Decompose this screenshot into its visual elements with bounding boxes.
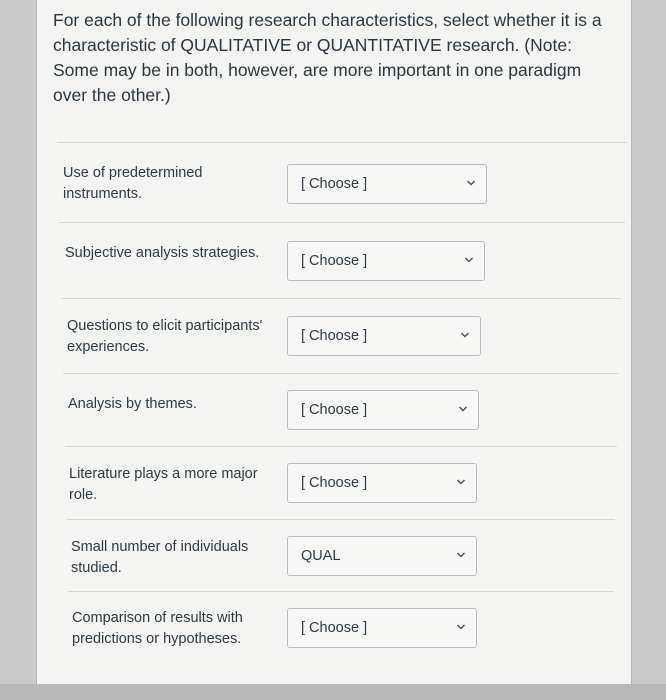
divider xyxy=(61,298,621,299)
chevron-down-icon xyxy=(456,622,466,632)
item-label-5: Literature plays a more major role. xyxy=(69,466,258,503)
divider xyxy=(57,142,627,143)
item-label-6: Small number of individuals studied. xyxy=(71,539,249,576)
select-value: [ Choose ] xyxy=(301,253,368,269)
select-value: [ Choose ] xyxy=(301,620,368,636)
item-label-2: Subjective analysis strategies. xyxy=(65,245,260,261)
chevron-down-icon xyxy=(456,477,466,487)
divider xyxy=(63,373,619,374)
chevron-down-icon xyxy=(456,550,466,560)
answer-select-4[interactable] xyxy=(287,390,479,430)
select-value: [ Choose ] xyxy=(301,475,368,491)
answer-select-3[interactable] xyxy=(287,316,481,356)
item-label-4: Analysis by themes. xyxy=(68,396,197,412)
divider xyxy=(67,519,615,520)
answer-select-5[interactable] xyxy=(287,463,477,503)
answer-select-6[interactable] xyxy=(287,536,477,576)
chevron-down-icon xyxy=(460,330,470,340)
divider xyxy=(68,591,614,592)
quiz-question-card xyxy=(36,0,632,684)
select-value: [ Choose ] xyxy=(301,402,368,418)
item-label-1: Use of predetermined instruments. xyxy=(63,165,203,202)
divider xyxy=(59,222,625,223)
select-value: QUAL xyxy=(301,548,341,564)
select-value: [ Choose ] xyxy=(301,176,368,192)
item-label-7: Comparison of results with predictions or hypotheses. xyxy=(72,610,243,647)
item-label-3: Questions to elicit participants' experiences. xyxy=(67,318,263,355)
divider xyxy=(65,446,617,447)
question-text: For each of the following research characteristics, select whether it is a characteristic of QUALITATIVE or QUANTITATIVE research. (Note: Some may be in both, however, are more important in one paradigm over the other.) xyxy=(53,10,602,105)
answer-select-2[interactable] xyxy=(287,241,485,281)
select-value: [ Choose ] xyxy=(301,328,368,344)
chevron-down-icon xyxy=(466,178,476,188)
answer-select-1[interactable] xyxy=(287,164,487,204)
page-bottom-edge xyxy=(0,684,666,700)
answer-select-7[interactable] xyxy=(287,608,477,648)
chevron-down-icon xyxy=(458,404,468,414)
chevron-down-icon xyxy=(464,255,474,265)
